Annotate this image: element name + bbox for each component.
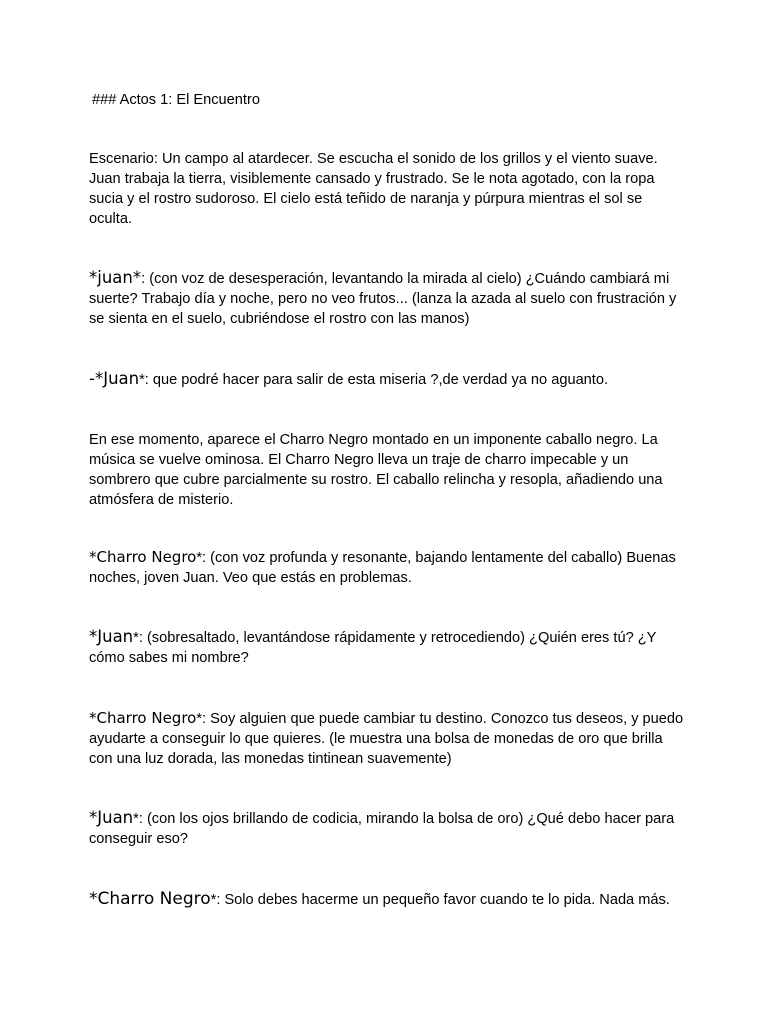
speaker-name: *Juan: [89, 808, 134, 827]
dialogue-text: *: que podré hacer para salir de esta miseria ?,de verdad ya no aguanto.: [139, 372, 609, 388]
speaker-name: *Charro Negro: [89, 548, 197, 566]
stage-direction-charro-arrives: En ese momento, aparece el Charro Negro montado en un imponente caballo negro. La música se vuelve ominosa. El Charro Negro lleva un traje de charro impecable y un sombrero que cubre parcialmente su rostro. El caballo relincha y resopla, añadiendo una atmósfera de misterio.: [89, 432, 663, 508]
dialogue-charro-3: [89, 889, 689, 910]
dialogue-text: : (con voz de desesperación, levantando la mirada al cielo) ¿Cuándo cambiará mi suerte? Trabajo día y noche, pero no veo frutos... (lanza la azada al suelo con frustración y se sienta en el suelo, cubriéndose el rostro con las manos): [89, 271, 677, 327]
act-heading: ### Actos 1: El Encuentro: [92, 92, 260, 108]
dialogue-text: *: (con los ojos brillando de codicia, mirando la bolsa de oro) ¿Qué debo hacer para conseguir eso?: [89, 811, 675, 847]
dialogue-charro-2: [89, 708, 689, 769]
speaker-name: *Charro Negro: [89, 889, 211, 909]
dialogue-text: *: Solo debes hacerme un pequeño favor cuando te lo pida. Nada más.: [210, 892, 670, 908]
dialogue-juan-4: [89, 808, 689, 849]
dialogue-charro-1: [89, 547, 689, 588]
stage-direction-scene: Escenario: Un campo al atardecer. Se escucha el sonido de los grillos y el viento suave. Juan trabaja la tierra, visiblemente cansado y frustrado. Se le nota agotado, con la ropa sucia y el rostro sudoroso. El cielo está teñido de naranja y púrpura mientras el sol se oculta.: [89, 151, 658, 227]
speaker-name: *Charro Negro: [89, 709, 197, 727]
dialogue-text: *: Soy alguien que puede cambiar tu destino. Conozco tus deseos, y puedo ayudarte a conseguir lo que quieres. (le muestra una bolsa de monedas de oro que brilla con una luz dorada, las monedas tintinean suavemente): [89, 711, 684, 767]
dialogue-juan-3: [89, 627, 689, 668]
speaker-name: *juan*: [89, 268, 142, 287]
dialogue-juan-1: [89, 268, 689, 329]
dialogue-text: *: (sobresaltado, levantándose rápidamente y retrocediendo) ¿Quién eres tú? ¿Y cómo sabes mi nombre?: [89, 630, 657, 666]
speaker-name: *Juan: [89, 627, 134, 646]
dialogue-text: *: (con voz profunda y resonante, bajando lentamente del caballo) Buenas noches, joven Juan. Veo que estás en problemas.: [89, 550, 676, 586]
speaker-name: -*Juan: [89, 369, 140, 388]
dialogue-juan-2: [89, 369, 689, 390]
